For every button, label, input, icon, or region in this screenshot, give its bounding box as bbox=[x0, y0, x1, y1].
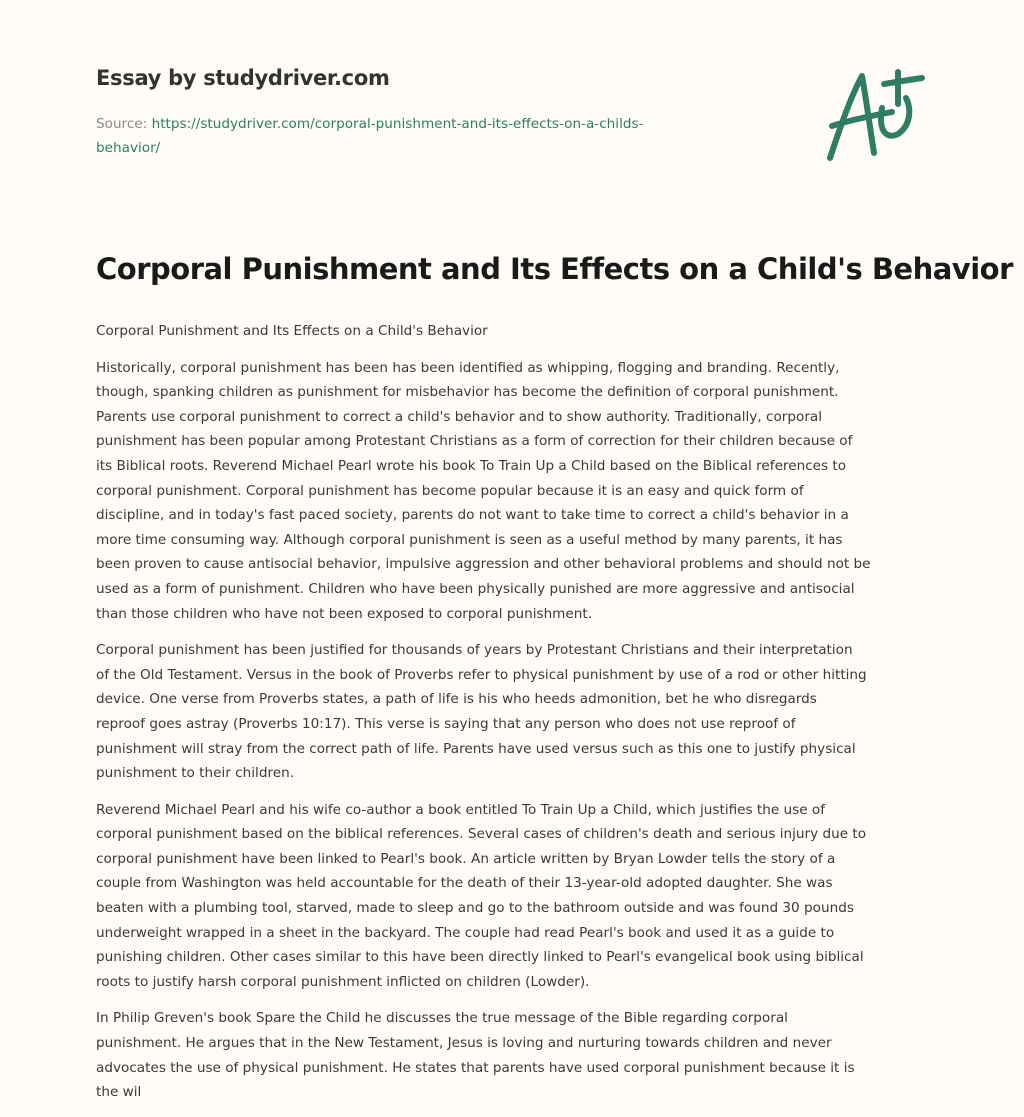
site-brand: Essay by studydriver.com bbox=[96, 66, 390, 90]
paragraph-line: Reverend Michael Pearl and his wife co-author a book entitled To Train Up a Child, which justifies the use of bbox=[96, 801, 826, 818]
paragraph-line: punishing children. Other cases similar to this have been directly linked to Pearl's evangelical book using biblical bbox=[96, 949, 864, 966]
a-plus-logo bbox=[820, 68, 930, 168]
paragraph-line: Corporal punishment has been justified for thousands of years by Protestant Christians and their interpretation bbox=[96, 642, 853, 659]
paragraph-line: the wil bbox=[96, 1084, 142, 1101]
paragraph-line: than those children who have not been exposed to corporal punishment. bbox=[96, 605, 593, 622]
paragraph-line: Parents use corporal punishment to correct a child's behavior and to show authority. Traditionally, corporal bbox=[96, 408, 823, 425]
source-link[interactable]: https://studydriver.com/corporal-punishment-and-its-effects-on-a-childs- behavior/ bbox=[96, 116, 644, 156]
paragraph-line: punishment to their children. bbox=[96, 765, 295, 782]
paragraph-line: punishment will stray from the correct path of life. Parents have used versus such as this one to justify physical bbox=[96, 740, 856, 757]
paragraph-line: corporal punishment have been linked to Pearl's book. An article written by Bryan Lowder tells the story of a bbox=[96, 850, 836, 867]
paragraph-line: underweight wrapped in a sheet in the backyard. The couple had read Pearl's book and used it as a guide to bbox=[96, 924, 835, 941]
paragraph-line: couple from Washington was held accountable for the death of their 13-year-old adopted daughter. She was bbox=[96, 875, 833, 892]
paragraph-line: beaten with a plumbing tool, starved, made to sleep and go to the bathroom outside and was found 30 pounds bbox=[96, 900, 854, 917]
paragraph bbox=[96, 638, 946, 786]
paragraph-line: though, spanking children as punishment for misbehavior has become the definition of corporal punishment. bbox=[96, 384, 839, 401]
paragraph-line: corporal punishment. Corporal punishment has become popular because it is an easy and quick form of bbox=[96, 482, 804, 499]
paragraph-line: discipline, and in today's fast paced society, parents do not want to take time to correct a child's behavior in a bbox=[96, 507, 849, 524]
paragraph-line: roots to justify harsh corporal punishment inflicted on children (Lowder). bbox=[96, 973, 590, 990]
article-subtitle: Corporal Punishment and Its Effects on a Child's Behavior bbox=[96, 323, 488, 339]
article-body bbox=[96, 319, 946, 1117]
source-label: Source: bbox=[96, 116, 152, 132]
page-title: Corporal Punishment and Its Effects on a Child's Behavior bbox=[96, 252, 1013, 286]
paragraph-line: Historically, corporal punishment has been has been identified as whipping, flogging and branding. Recently, bbox=[96, 359, 840, 376]
paragraph bbox=[96, 356, 946, 627]
paragraph-line: In Philip Greven's book Spare the Child he discusses the true message of the Bible regarding corporal bbox=[96, 1010, 788, 1027]
paragraph-line: more time consuming way. Although corporal punishment is seen as a useful method by many parents, it has bbox=[96, 531, 843, 548]
paragraph-line: punishment has been popular among Protestant Christians as a form of correction for their children because of bbox=[96, 433, 853, 450]
paragraph bbox=[96, 1006, 946, 1104]
paragraph-line: been proven to cause antisocial behavior, impulsive aggression and other behavioral problems and should not be bbox=[96, 556, 871, 573]
paragraph-line: reproof goes astray (Proverbs 10:17). This verse is saying that any person who does not use reproof of bbox=[96, 715, 796, 732]
paragraph-line: device. One verse from Proverbs states, a path of life is his who heeds admonition, bet he who disregards bbox=[96, 691, 817, 708]
source-line bbox=[96, 112, 716, 160]
paragraph-line: of the Old Testament. Versus in the book of Proverbs refer to physical punishment by use of a rod or other hitting bbox=[96, 666, 867, 683]
paragraph-line: corporal punishment based on the biblical references. Several cases of children's death and serious injury due to bbox=[96, 826, 867, 843]
paragraph-line: its Biblical roots. Reverend Michael Pearl wrote his book To Train Up a Child based on the Biblical references to bbox=[96, 457, 847, 474]
paragraph-line: used as a form of punishment. Children who have been physically punished are more aggressive and antisocial bbox=[96, 580, 855, 597]
paragraph-line: advocates the use of physical punishment. He states that parents have used corporal punishment because it is bbox=[96, 1059, 855, 1076]
paragraph-line: punishment. He argues that in the New Testament, Jesus is loving and nurturing towards children and never bbox=[96, 1035, 832, 1052]
paragraph bbox=[96, 798, 946, 995]
